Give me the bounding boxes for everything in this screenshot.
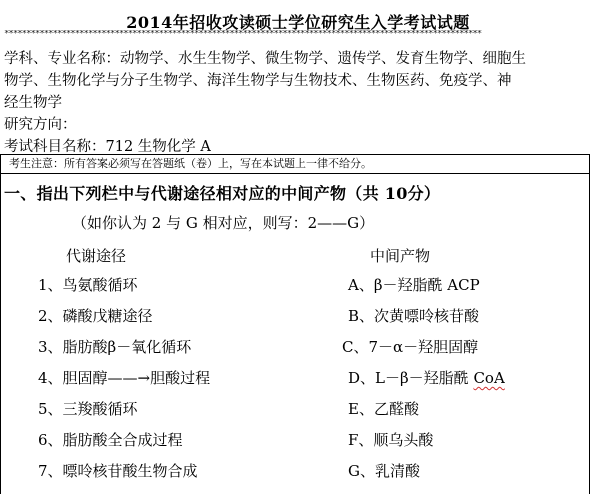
matching-list [0, 274, 590, 491]
majors-line-1: 学科、专业名称：动物学、水生生物学、微生物学、遗传学、发育生物学、细胞生 [4, 51, 526, 67]
pathway-item: 7、嘌呤核苷酸生物合成 [38, 462, 198, 480]
product-item: E、乙醛酸 [348, 400, 419, 418]
matching-row [0, 336, 590, 367]
exam-title: 2014年招收攻读硕士学位研究生入学考试试题 [126, 13, 470, 32]
matching-row [0, 429, 590, 460]
pathway-item: 6、脂肪酸全合成过程 [38, 431, 183, 449]
subject-name: 考试科目名称：712 生物化学 A [4, 139, 211, 155]
question-instruction: （如你认为 2 与 G 相对应，则写：2——G） [72, 214, 375, 232]
star-divider: ************************************************************************************************************ [4, 30, 482, 38]
matching-row [0, 367, 590, 398]
product-item: G、乳清酸 [348, 462, 420, 480]
majors-line-2: 物学、生物化学与分子生物学、海洋生物学与生物技术、生物医药、免疫学、神 [4, 73, 512, 89]
pathway-item: 3、脂肪酸β－氧化循环 [38, 338, 192, 356]
pathway-item: 1、鸟氨酸循环 [38, 276, 138, 294]
exam-meta [4, 48, 588, 158]
matching-row [0, 305, 590, 336]
product-item: B、次黄嘌呤核苷酸 [348, 307, 480, 325]
majors-line-3: 经生物学 [4, 95, 62, 111]
matching-row [0, 398, 590, 429]
product-item: F、顺乌头酸 [348, 431, 434, 449]
product-item: A、β－羟脂酰 ACP [348, 276, 480, 294]
pathway-item: 4、胆固醇——→胆酸过程 [38, 369, 211, 387]
exam-notice: 考生注意：所有答案必须写在答题纸（卷）上，写在本试题上一律不给分。 [0, 154, 590, 174]
product-item-text: D、L－β－羟脂酰 [348, 369, 474, 387]
pathway-item: 2、磷酸戊糖途径 [38, 307, 153, 325]
product-column-header: 中间产物 [370, 247, 431, 265]
product-item-coa: CoA [473, 369, 505, 387]
matching-row [0, 274, 590, 305]
research-direction: 研究方向： [4, 117, 77, 133]
matching-row [0, 460, 590, 491]
product-item [348, 367, 505, 388]
pathway-column-header: 代谢途径 [66, 247, 127, 265]
product-item: C、7－α－羟胆固醇 [342, 338, 479, 356]
question-heading: 一、指出下列栏中与代谢途径相对应的中间产物（共 10分） [4, 184, 441, 203]
pathway-item: 5、三羧酸循环 [38, 400, 138, 418]
